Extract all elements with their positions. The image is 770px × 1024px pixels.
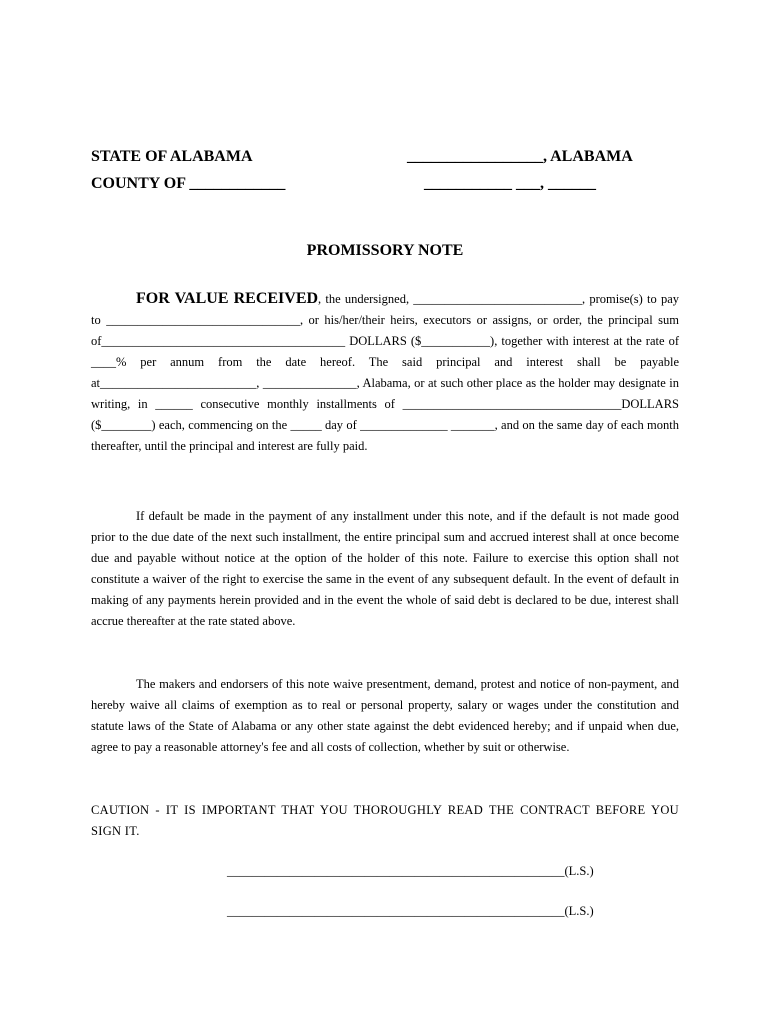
payment-terms-text: , the undersigned, ___________________________, promise(s) to pay to _______________________________, or his/her/their heirs, executors or assigns, or order, the principal sum of_______________________________________ DOLLARS ($___________), together with interest at the rate of ____% per annum from the date hereof. The said principal and interest shall be payable at_________________________, _______________, Alabama, or at such other place as the holder may designate in writing, in ______ consecutive monthly installments of ___________________________________DOLLARS ($________) each, commencing on the _____ day of ______________ _______, and on the same day of each month thereafter, until the principal and interest are fully paid. [91, 292, 679, 453]
state-label: STATE OF ALABAMA [91, 148, 253, 165]
waiver-paragraph [91, 674, 679, 758]
document-title: PROMISSORY NOTE [306, 242, 464, 259]
payment-terms-paragraph [91, 288, 679, 457]
place-line: _________________, ALABAMA [407, 148, 633, 165]
default-paragraph [91, 506, 679, 632]
default-text: If default be made in the payment of any installment under this note, and if the default is not made good prior to the due date of the next such installment, the entire principal sum and accrued interest shall at once become due and payable without notice at the option of the holder of this note. Failure to exercise this option shall not constitute a waiver of the right to exercise the same in the event of any subsequent default. In the event of default in making of any payments herein provided and in the event the whole of said debt is declared to be due, interest shall accrue thereafter at the rate stated above. [91, 509, 679, 628]
waiver-text: The makers and endorsers of this note waive presentment, demand, protest and notice of non-payment, and hereby waive all claims of exemption as to real or personal property, salary or wages under the constitution and statute laws of the State of Alabama or any other state against the debt evidenced hereby; and if unpaid when due, agree to pay a reasonable attorney's fee and all costs of collection, whether by suit or otherwise. [91, 677, 679, 754]
caution-notice: CAUTION - IT IS IMPORTANT THAT YOU THOROUGHLY READ THE CONTRACT BEFORE YOU SIGN IT. [91, 803, 679, 838]
signature-line-1: ______________________________________________________(L.S.) [227, 864, 594, 878]
date-line: ___________ ___, ______ [424, 175, 596, 192]
for-value-received-lead: FOR VALUE RECEIVED [136, 290, 319, 307]
signature-line-2: ______________________________________________________(L.S.) [227, 904, 594, 918]
county-label: COUNTY OF ____________ [91, 175, 286, 192]
